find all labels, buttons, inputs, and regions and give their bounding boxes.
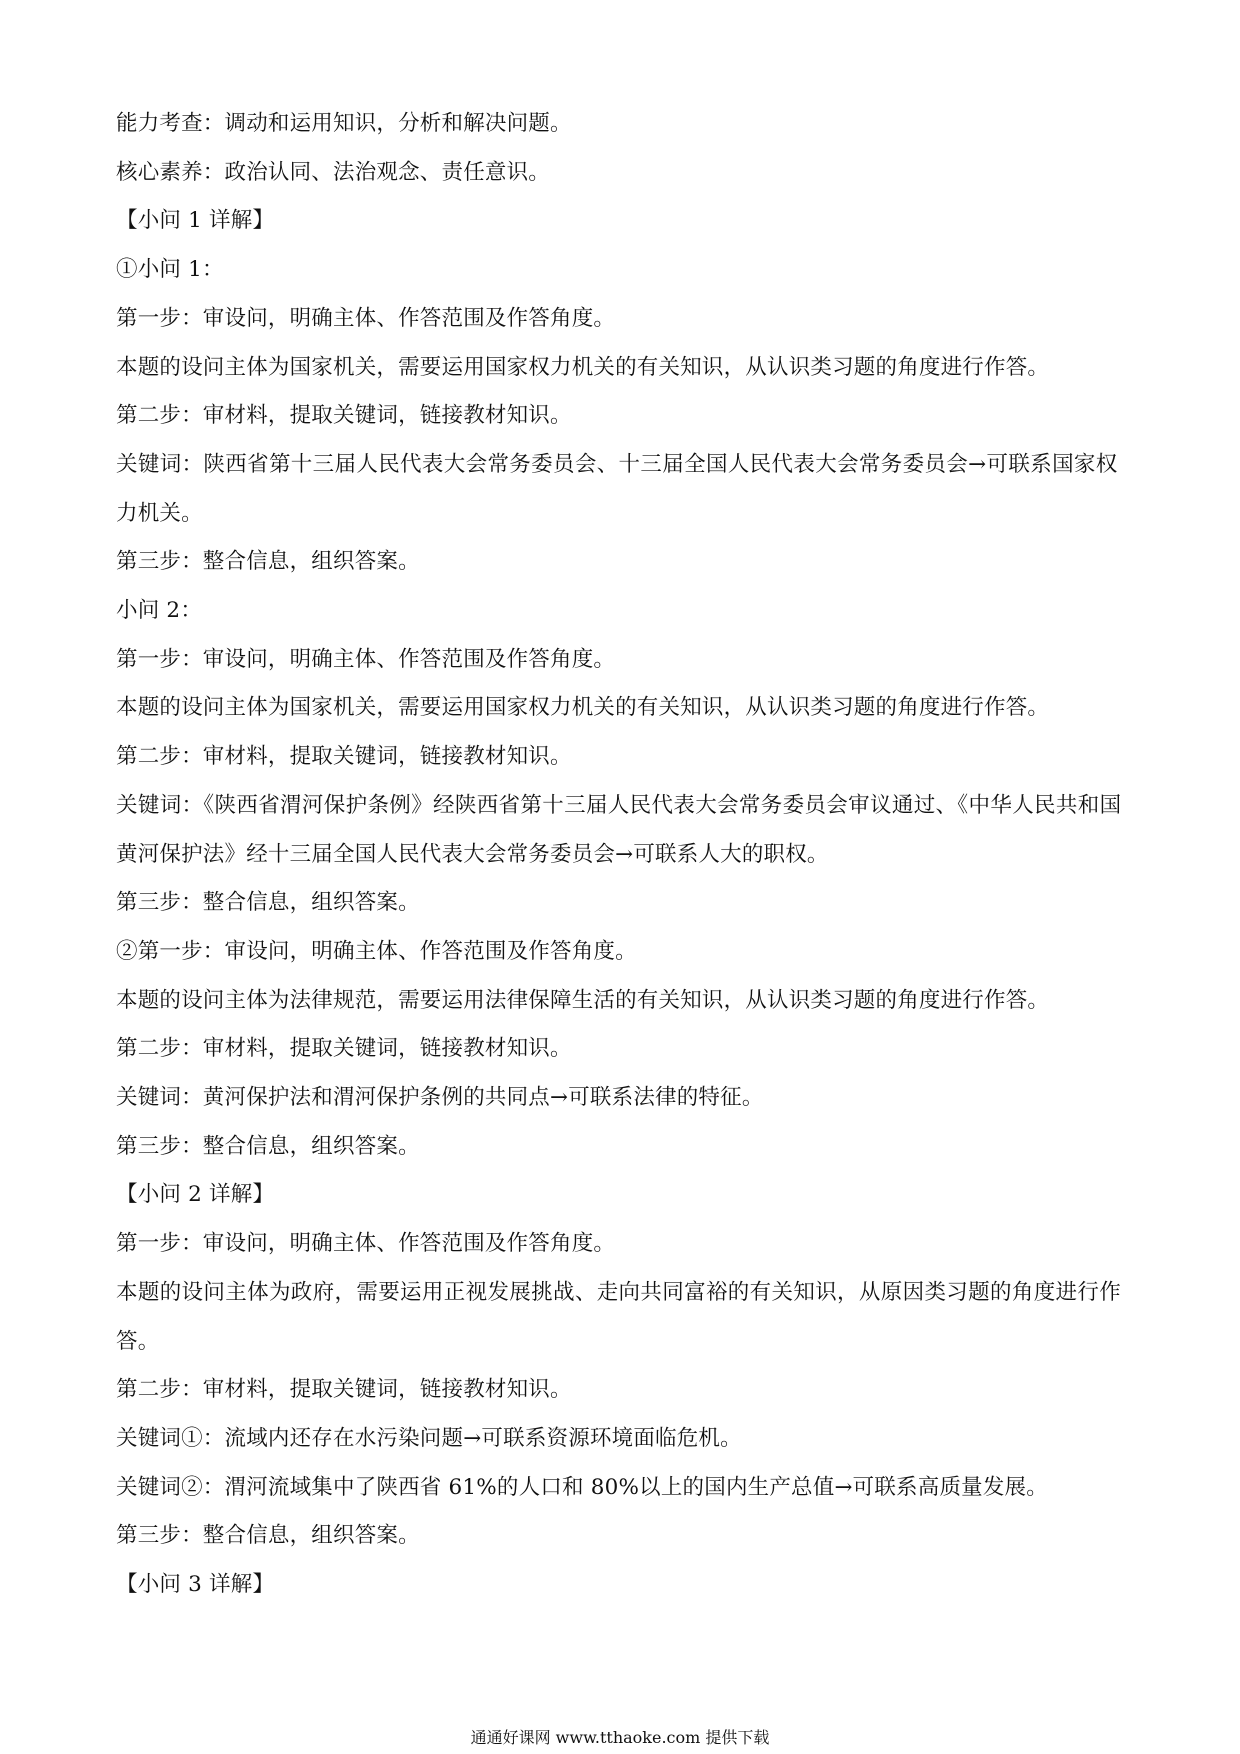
text-line: 答。: [116, 1328, 160, 1354]
text-line: 第一步：审设问，明确主体、作答范围及作答角度。: [116, 1231, 616, 1257]
text-line: 关键词：黄河保护法和渭河保护条例的共同点→可联系法律的特征。: [116, 1085, 764, 1111]
section-heading: 【小问 1 详解】: [116, 208, 275, 234]
page-footer: 通通好课网 www.tthaoke.com 提供下载: [470, 1728, 770, 1747]
text-line: 第三步：整合信息，组织答案。: [116, 549, 420, 575]
text-line: 第三步：整合信息，组织答案。: [116, 890, 420, 916]
text-line: ①小问 1：: [116, 257, 224, 283]
text-line: 关键词：陕西省第十三届人民代表大会常务委员会、十三届全国人民代表大会常务委员会→可联系国家权: [116, 451, 1118, 477]
text-line: 关键词①：流域内还存在水污染问题→可联系资源环境面临危机。: [116, 1425, 742, 1451]
text-line: 第二步：审材料，提取关键词，链接教材知识。: [116, 1036, 572, 1062]
text-line: 第二步：审材料，提取关键词，链接教材知识。: [116, 1377, 572, 1403]
text-line: 第三步：整合信息，组织答案。: [116, 1133, 420, 1159]
text-line: 第一步：审设问，明确主体、作答范围及作答角度。: [116, 646, 616, 672]
text-line: 力机关。: [116, 500, 203, 526]
document-body: [116, 100, 1132, 1610]
section-heading: 【小问 2 详解】: [116, 1182, 275, 1208]
text-line: 核心素养：政治认同、法治观念、责任意识。: [116, 159, 551, 185]
text-line: ②第一步：审设问，明确主体、作答范围及作答角度。: [116, 938, 637, 964]
text-line: 能力考查：调动和运用知识，分析和解决问题。: [116, 111, 572, 136]
section-heading: 【小问 3 详解】: [116, 1572, 275, 1598]
text-line: 关键词②：渭河流域集中了陕西省 61%的人口和 80%以上的国内生产总值→可联系高质量发展。: [116, 1474, 1048, 1500]
text-line: 黄河保护法》经十三届全国人民代表大会常务委员会→可联系人大的职权。: [116, 841, 829, 867]
text-line: 第二步：审材料，提取关键词，链接教材知识。: [116, 744, 572, 770]
text-line: 本题的设问主体为国家机关，需要运用国家权力机关的有关知识，从认识类习题的角度进行作答。: [116, 354, 1050, 380]
text-line: 小问 2：: [116, 598, 203, 624]
text-line: 本题的设问主体为法律规范，需要运用法律保障生活的有关知识，从认识类习题的角度进行作答。: [116, 987, 1050, 1013]
text-line: 第一步：审设问，明确主体、作答范围及作答角度。: [116, 305, 616, 331]
text-line: 第三步：整合信息，组织答案。: [116, 1523, 420, 1549]
text-line: 本题的设问主体为政府，需要运用正视发展挑战、走向共同富裕的有关知识，从原因类习题的角度进行作: [116, 1279, 1122, 1305]
text-line: 第二步：审材料，提取关键词，链接教材知识。: [116, 403, 572, 429]
text-line: 关键词：《陕西省渭河保护条例》经陕西省第十三届人民代表大会常务委员会审议通过、《中华人民共和国: [116, 792, 1122, 818]
text-line: 本题的设问主体为国家机关，需要运用国家权力机关的有关知识，从认识类习题的角度进行作答。: [116, 695, 1050, 721]
